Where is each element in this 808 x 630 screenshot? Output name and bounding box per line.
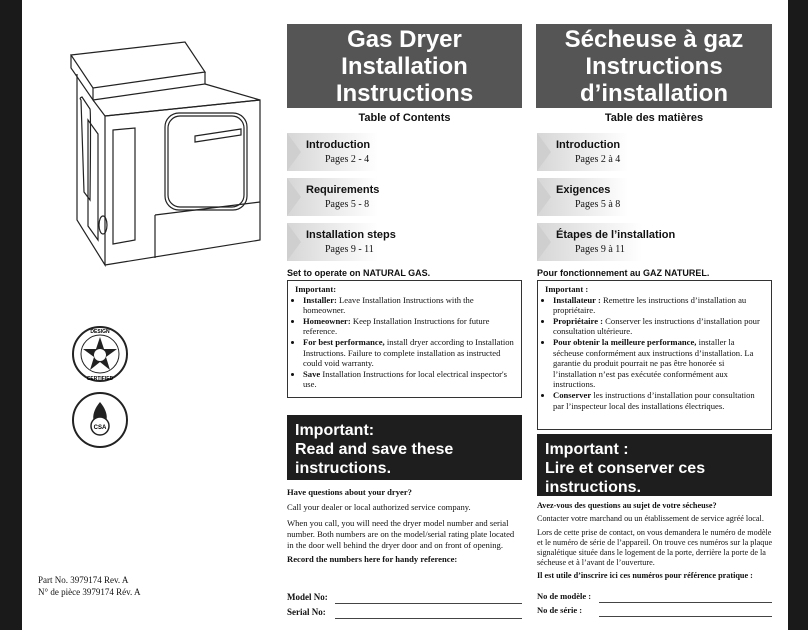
fr-important-box: Important : • Installateur : Remettre les instructions d’installation au propriétaire. • Propriétaire : Conserver les instructions d’installation pour consultation ultérieure. • Pour obtenir la meilleure performance, installer la sécheuse conformément aux instructions d’installation. La garantie du produit pourrait ne pas être honorée si l’installation n’est pas exécutée conformément aux instructions. • Conserver les instructions d’installation pour consultation par l’inspecteur local des installations électriques. bbox=[537, 280, 772, 430]
fr-important-item: • Propriétaire : Conserver les instructions d’installation pour consultation ultérieure. bbox=[553, 316, 766, 337]
en-important-item: • Installer: Leave Installation Instructions with the homeowner. bbox=[303, 295, 516, 316]
design-certified-logo bbox=[70, 324, 130, 384]
fr-toc-heading: Table des matières bbox=[604, 112, 704, 124]
en-important-banner: Important: Read and save these instructions. bbox=[287, 415, 522, 480]
fr-important-item: • Conserver les instructions d’installation pour consultation par l’inspecteur local des installations électriques. bbox=[553, 390, 766, 411]
fr-toc-item[interactable]: Étapes de l’installation Pages 9 à 11 bbox=[537, 223, 772, 263]
dryer-illustration bbox=[55, 40, 270, 280]
en-important-box: Important: • Installer: Leave Installation Instructions with the homeowner. • Homeowner: Keep Installation Instructions for future reference. • For best performance, install dryer according to Installation Instructions. Failure to complete installation as instructed could void warranty. • Save Installation Instructions for local electrical inspector's use. bbox=[287, 280, 522, 398]
design-logo-bottom-text: CERTIFIED bbox=[86, 376, 114, 382]
en-operate-note: Set to operate on NATURAL GAS. bbox=[287, 268, 431, 278]
fr-important-item: • Pour obtenir la meilleure performance, installer la sécheuse conformément aux instructions d’installation. La garantie du produit pourrait ne pas être honorée si l’installation n’est pas exécutée conformément aux instructions. bbox=[553, 337, 766, 390]
fr-important-item: • Installateur : Remettre les instructions d’installation au propriétaire. bbox=[553, 295, 766, 316]
part-number: Part No. 3979174 Rev. A N° de pièce 3979174 Rév. A bbox=[38, 575, 141, 597]
en-toc-item[interactable]: Introduction Pages 2 - 4 bbox=[287, 133, 522, 173]
fr-operate-note: Pour fonctionnement au GAZ NATUREL. bbox=[537, 268, 710, 278]
fr-toc-item[interactable]: Exigences Pages 5 à 8 bbox=[537, 178, 772, 218]
en-questions-section: Have questions about your dryer? Call your dealer or local authorized service company. When you call, you will need the dryer model number and serial number. Both numbers are on the model/serial rating plate located in the door well behind the dryer door and on front of opening. Record the numbers here for handy reference: bbox=[287, 487, 515, 564]
en-important-item: • Homeowner: Keep Installation Instructions for future reference. bbox=[303, 316, 516, 337]
en-serial-field[interactable]: Serial No: bbox=[287, 607, 522, 617]
fr-important-banner: Important : Lire et conserver ces instructions. bbox=[537, 434, 772, 496]
fr-serial-field[interactable]: No de série : bbox=[537, 605, 772, 615]
en-title: Gas Dryer Installation Instructions bbox=[287, 24, 522, 108]
en-toc-heading: Table of Contents bbox=[358, 112, 451, 124]
en-toc-item[interactable]: Requirements Pages 5 - 8 bbox=[287, 178, 522, 218]
fr-questions-section: Avez-vous des questions au sujet de votre sécheuse? Contacter votre marchand ou un établissement de service agréé local. Lors de cette prise de contact, on vous demandera le numéro de modèle et le numéro de série de l’appareil. On trouve ces numéros sur la plaque signalétique située dans le logement de la porte, derrière la porte de la sécheuse et à l’avant de l’ouverture. Il est utile d’inscrire ici ces numéros pour référence pratique : bbox=[537, 501, 773, 580]
design-logo-top-text: DESIGN bbox=[90, 329, 110, 335]
en-important-item: • Save Installation Instructions for local electrical inspector's use. bbox=[303, 369, 516, 390]
gas-logo-text: CSA bbox=[93, 425, 107, 431]
gas-association-logo bbox=[70, 390, 130, 450]
en-model-field[interactable]: Model No: bbox=[287, 592, 522, 602]
en-toc-item[interactable]: Installation steps Pages 9 - 11 bbox=[287, 223, 522, 263]
fr-model-field[interactable]: No de modèle : bbox=[537, 591, 772, 601]
fr-toc-item[interactable]: Introduction Pages 2 à 4 bbox=[537, 133, 772, 173]
en-important-item: • For best performance, install dryer according to Installation Instructions. Failure to complete installation as instructed could void warranty. bbox=[303, 337, 516, 369]
right-black-border bbox=[788, 0, 808, 630]
fr-title: Sécheuse à gaz Instructions d’installation bbox=[536, 24, 772, 108]
left-black-border bbox=[0, 0, 22, 630]
